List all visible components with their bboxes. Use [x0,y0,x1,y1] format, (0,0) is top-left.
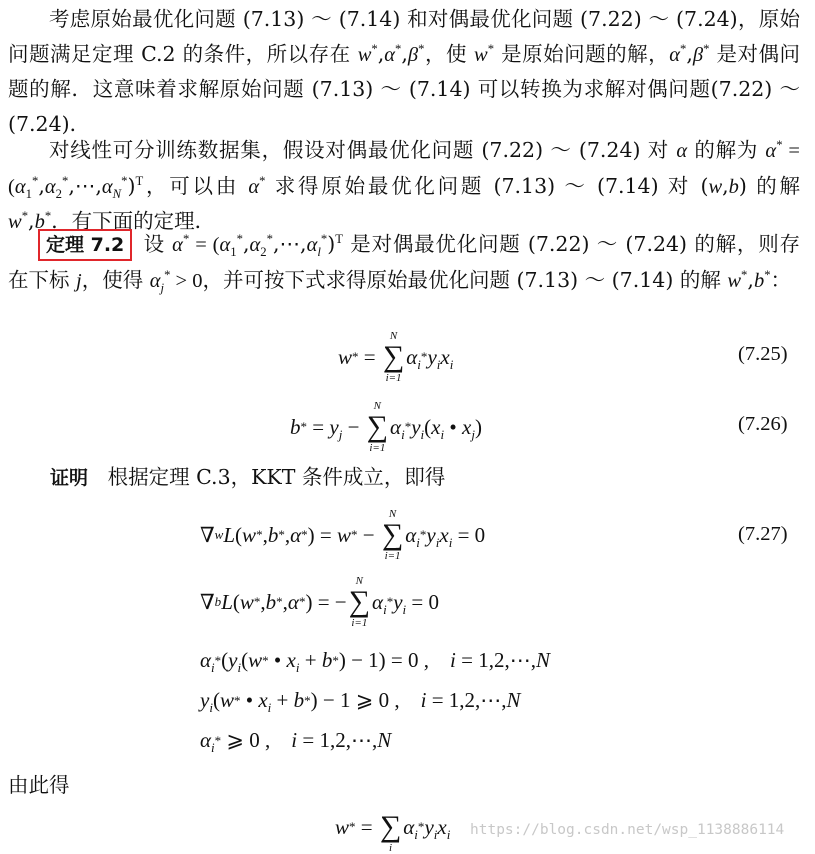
equation-7-26: b * = $y_j$ − N ∑ i=1 $\alpha_i$ * $y_i$ ( $x_i$ • $x_j$ ) [290,400,482,454]
dual-feasibility-equation: $\alpha_i$ * ⩾ 0 , i = 1,2,⋯, N [200,728,392,756]
paragraph-primal-dual: 考虑原始最优化问题 (7.13) ～ (7.14) 和对偶最优化问题 (7.22) ～ (7.24)，原始问题满足定理 C.2 的条件，所以存在 w*,α*,β*，使 w* 是原始问题的解，α*,β* 是对偶问题的解．这意味着求解原始问题 (7.13) ～ (7.14) 可以转换为求解对偶问题(7.22) ～ (7.24)． [8,7,800,136]
equation-7-27: ∇ w L ( w * , b * , α * ) = w * − N ∑ i=1 $\alpha_i$ * $y_ix_i$ = 0 [200,508,486,562]
equation-number: (7.25) [738,343,788,365]
paragraph-linearly-separable: 对线性可分训练数据集，假设对偶最优化问题 (7.22) ～ (7.24) 对 α 的解为 $\alpha^* = (\alpha_1^*,\alpha_2^*,\cdots,\alpha_N^*)^T$，可以由 α* 求得原始最优化问题 (7.13) ～ (7.14) 对 (w,b) 的解 w*,b*．有下面的定理． [8,138,800,233]
primal-feasibility-equation: $y_i$ ( w * • $x_i$ + b * ) − 1 ⩾ 0 , i = 1,2,⋯, N [200,688,521,716]
theorem-statement: 定理 7.2 设 $\alpha^* = (\alpha_1^*,\alpha_2^*,\cdots,\alpha_l^*)^T$ 是对偶最优化问题 (7.22) ～ (7.24) 的解，则存在下标 j，使得 $\alpha_j^* > 0$，并可按下式求得原始最优化问题 (7.13) ～ (7.14) 的解 w*,b*： [8,227,800,298]
theorem-label: 定理 7.2 [38,229,132,261]
proof-label: 证明 [50,467,89,489]
equation-7-25: w * = N ∑ i=1 $\alpha_i$ * $y_ix_i$ [338,330,454,384]
proof-intro: 证明 根据定理 C.3，KKT 条件成立，即得 [50,465,446,489]
equation-number: (7.26) [738,413,788,435]
summation-symbol: N ∑ i=1 [381,508,404,562]
watermark: https://blog.csdn.net/wsp_1138886114 [470,822,785,838]
equation-number: (7.27) [738,523,788,545]
gradient-b-equation: ∇ b L ( w * , b * , α * ) = − N ∑ i=1 $\alpha_i$ * $y_i$ = 0 [200,575,440,629]
conclusion-text: 由此得 [8,773,70,797]
summation-symbol: ∑ i [379,810,402,854]
summation-symbol: N ∑ i=1 [366,400,389,454]
complementary-slackness-equation: $\alpha_i$ * ( $y_i$ ( w * • $x_i$ + b * ) − 1) = 0 , i = 1,2,⋯, N [200,648,550,676]
final-w-equation: w * = ∑ i $\alpha_i$ * $y_ix_i$ [335,800,450,854]
summation-symbol: N ∑ i=1 [382,330,405,384]
summation-symbol: N ∑ i=1 [348,575,371,629]
